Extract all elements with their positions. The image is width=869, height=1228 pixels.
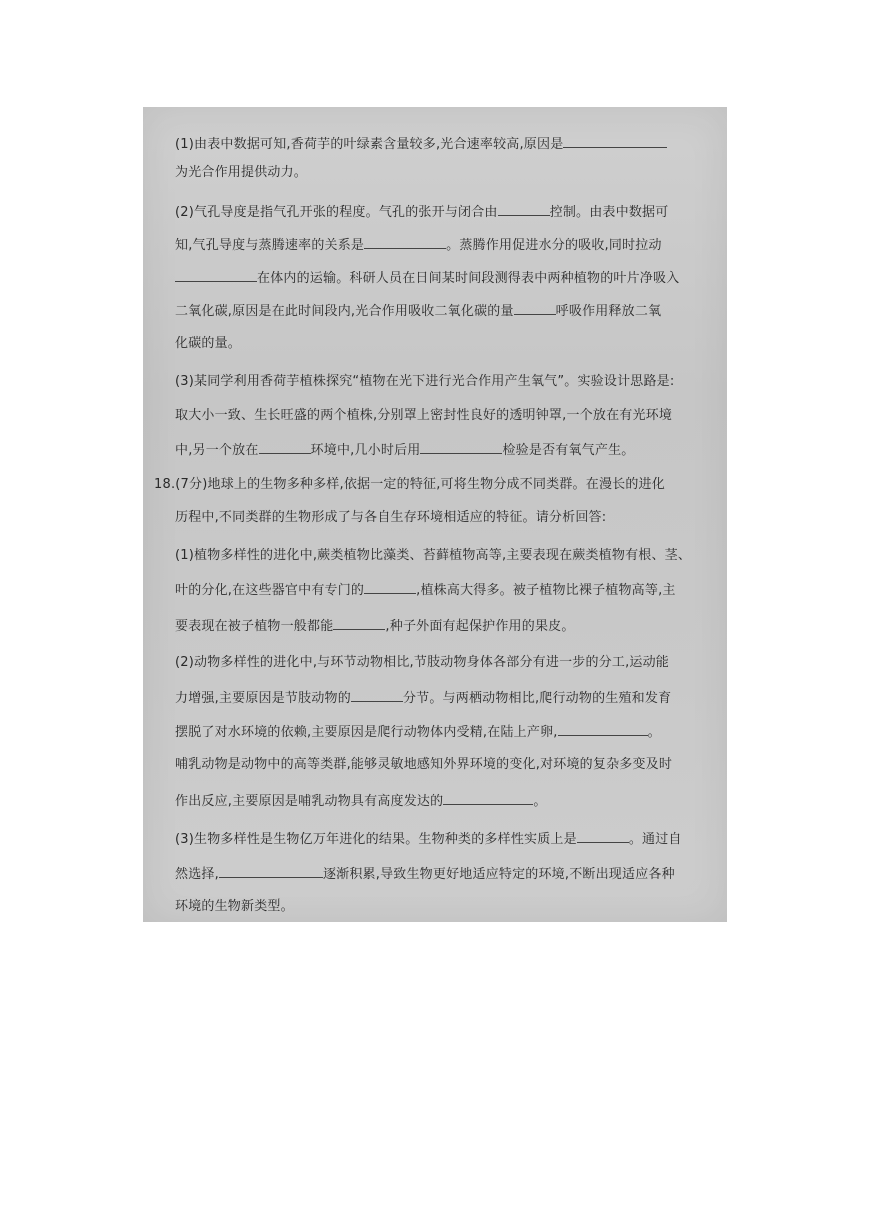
line-text: (1)植物多样性的进化中,蕨类植物比藻类、苔藓植物高等,主要表现在蕨类植物有根、茎、 — [175, 548, 692, 563]
line-text: ,种子外面有起保护作用的果皮。 — [385, 619, 575, 634]
line-text: 历程中,不同类群的生物形成了与各自生存环境相适应的特征。请分析回答: — [175, 510, 607, 525]
line-text: 中,另一个放在 — [175, 443, 259, 458]
answer-blank — [420, 441, 502, 454]
text-line — [175, 441, 635, 459]
line-text: 。蒸腾作用促进水分的吸收,同时拉动 — [446, 238, 662, 253]
text-line — [175, 408, 672, 424]
line-text: 知,气孔导度与蒸腾速率的关系是 — [175, 238, 365, 253]
line-text: 作出反应,主要原因是哺乳动物具有高度发达的 — [175, 794, 444, 809]
photographed-page — [143, 107, 727, 922]
text-line — [175, 655, 669, 671]
line-text: 在体内的运输。科研人员在日间某时间段测得表中两种植物的叶片净吸入 — [257, 271, 680, 286]
text-line — [175, 165, 307, 181]
answer-blank — [443, 792, 533, 805]
line-text: (3)生物多样性是生物亿万年进化的结果。生物种类的多样性实质上是 — [175, 832, 577, 847]
answer-blank — [219, 865, 323, 878]
answer-blank — [514, 302, 556, 315]
line-text: 18.(7分)地球上的生物多种多样,依据一定的特征,可将生物分成不同类群。在漫长的进化 — [154, 477, 665, 492]
line-text: 逐渐积累,导致生物更好地适应特定的环境,不断出现适应各种 — [322, 867, 675, 882]
answer-blank — [364, 581, 416, 594]
line-text: 。 — [533, 794, 547, 809]
text-line — [175, 510, 606, 526]
text-line — [175, 302, 661, 320]
text-line — [175, 865, 675, 883]
text-line — [175, 548, 691, 564]
line-text: 。通过自 — [628, 832, 682, 847]
line-text: 为光合作用提供动力。 — [175, 165, 308, 180]
question-heading — [154, 477, 665, 493]
line-text: 叶的分化,在这些器官中有专门的 — [175, 583, 365, 598]
answer-blank — [333, 617, 385, 630]
answer-blank — [259, 441, 311, 454]
text-line — [175, 899, 294, 915]
answer-blank — [175, 269, 257, 282]
text-line — [175, 830, 682, 848]
line-text: (1)由表中数据可知,香荷芋的叶绿素含量较多,光合速率较高,原因是 — [175, 137, 564, 152]
line-text: 控制。由表中数据可 — [549, 205, 669, 220]
answer-blank — [563, 135, 667, 148]
text-line — [175, 374, 674, 390]
line-text: (2)气孔导度是指气孔开张的程度。气孔的张开与闭合由 — [175, 205, 498, 220]
line-text: 摆脱了对水环境的依赖,主要原因是爬行动物体内受精,在陆上产卵, — [175, 725, 558, 740]
line-text: 力增强,主要原因是节肢动物的 — [175, 691, 351, 706]
line-text: 化碳的量。 — [175, 336, 242, 351]
answer-blank — [498, 203, 550, 216]
text-line — [175, 617, 575, 635]
line-text: 分节。与两栖动物相比,爬行动物的生殖和发育 — [402, 691, 672, 706]
answer-blank — [364, 236, 446, 249]
text-line — [175, 236, 662, 254]
text-line — [175, 135, 667, 153]
text-line — [175, 203, 668, 221]
line-text: 环境中,几小时后用 — [310, 443, 421, 458]
line-text: (3)某同学利用香荷芋植株探究“植物在光下进行光合作用产生氧气”。实验设计思路是: — [175, 374, 675, 389]
line-text: ,植株高大得多。被子植物比裸子植物高等,主 — [416, 583, 676, 598]
text-line — [175, 689, 671, 707]
line-text: 检验是否有氧气产生。 — [502, 443, 635, 458]
line-text: 二氧化碳,原因是在此时间段内,光合作用吸收二氧化碳的量 — [175, 304, 514, 319]
line-text: 取大小一致、生长旺盛的两个植株,分别罩上密封性良好的透明钟罩,一个放在有光环境 — [175, 408, 673, 423]
text-line — [175, 336, 241, 352]
line-text: 要表现在被子植物一般都能 — [175, 619, 334, 634]
line-text: (2)动物多样性的进化中,与环节动物相比,节肢动物身体各部分有进一步的分工,运动能 — [175, 655, 670, 670]
answer-blank — [351, 689, 403, 702]
text-line — [175, 269, 679, 287]
line-text: 。 — [647, 725, 661, 740]
text-line — [175, 757, 672, 773]
line-text: 哺乳动物是动物中的高等类群,能够灵敏地感知外界环境的变化,对环境的复杂多变及时 — [175, 757, 673, 772]
line-text: 然选择, — [175, 867, 219, 882]
line-text: 环境的生物新类型。 — [175, 899, 294, 914]
text-line — [175, 723, 661, 741]
text-line — [175, 581, 676, 599]
answer-blank — [558, 723, 648, 736]
answer-blank — [577, 830, 629, 843]
text-line — [175, 792, 547, 810]
line-text: 呼吸作用释放二氧 — [555, 304, 662, 319]
